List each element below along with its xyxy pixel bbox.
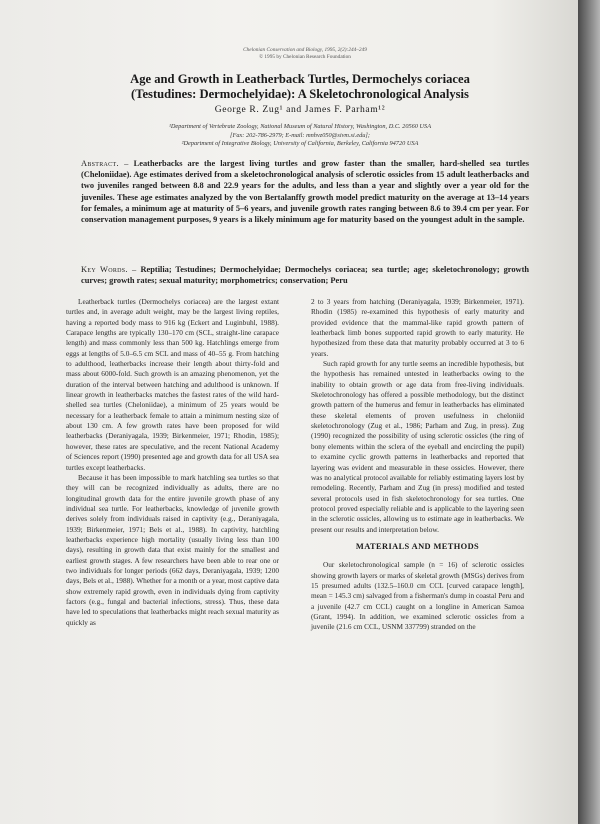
author-line: George R. Zug¹ and James F. Parham¹² — [214, 104, 386, 115]
affiliation-line: [Fax: 202-786-2979; E-mail: mnhvz050@sivm.si.edu]; — [230, 131, 370, 139]
affiliation-line: ¹Department of Vertebrate Zoology, National Museum of Natural History, Washington, D.C. 20560 USA — [168, 123, 432, 130]
body-paragraph: Leatherback turtles (Dermochelys coriacea) are the largest extant turtles and, in average adult weight, may be the largest living reptiles, having a reported body mass to 916 kg (Eckert and Luginbuhl, 1988). Carapace lengths are typically 130–170 cm (SCL, straight-line carapace length) and mass commonly less than 500 kg. Hatchlings emerge from eggs at lengths of 5.0–6.5 cm SCL and mass of 40–55 g. From hatching to adulthood, leatherbacks increase their length about thirty-fold and mass about 6000-fold. Such growth is an amazing phenomenon, yet the duration of the interval between hatching and adulthood is unknown. If linear growth in leatherbacks matches the fastest rates of the wild hard-shelled sea turtles (Cheloniidae), a minimum of 25 years would be necessary for a leatherback female to attain a minimum nesting size of about 130 cm. A few growth rates have been proposed for wild leatherbacks (Deraniyagala, 1939; Birkenmeier, 1971; Rhodin, 1985); however, these rates are speculative, and the recent National Academy of Sciences report (1990) presented age and growth data for all USA sea turtles except leatherbacks. — [66, 297, 279, 472]
keywords-label: Key Words. – — [81, 265, 137, 274]
affiliation-line: ²Department of Integrative Biology, University of California, Berkeley, California 94720 USA — [181, 140, 419, 148]
abstract — [81, 158, 529, 225]
page-binding-edge — [578, 0, 600, 824]
title-line-1: Age and Growth in Leatherback Turtles, Dermochelys coriacea — [130, 72, 470, 86]
abstract-label: Abstract. – — [81, 159, 129, 168]
journal-masthead — [160, 47, 450, 61]
affiliations — [70, 123, 530, 149]
body-column-left — [66, 297, 279, 628]
journal-citation: Chelonian Conservation and Biology, 1995, 2(2):244–249 — [243, 47, 367, 53]
keywords-text: Reptilia; Testudines; Dermochelyidae; Dermochelys coriacea; sea turtle; age; skeletochronology; growth curves; growth rates; sexual maturity; morphometrics; conservation; Peru — [81, 265, 530, 286]
body-column-right — [311, 297, 524, 633]
body-paragraph: 2 to 3 years from hatching (Deraniyagala, 1939; Birkenmeier, 1971). Rhodin (1985) re-examined this hypothesis of early maturity and provided evidence that the mammal-like rapid growth pattern of leatherback limb bones supported rapid growth to early maturity. He hypothesized from these data that maturity probably occurred at 3 to 6 years. — [311, 297, 524, 358]
article-title — [70, 72, 530, 102]
body-paragraph: Such rapid growth for any turtle seems an incredible hypothesis, but the hypothesis has remained untested in leatherbacks owing to the inability to obtain growth or age data from free-living individuals. Skeletochronology has offered a possible methodology, but the distinct growth pattern of the humerus and femur in leatherbacks has eliminated these skeletal elements of proven usefulness in cheloniid skeletochronology (Zug et al., 1986; Parham and Zug, in press). Zug (1990) recognized the possibility of using sclerotic ossicles (the ring of bony elements within the sclera of the eyeball and encircling the pupil) to examine cyclic growth patterns in leatherbacks and reported that layering was evident and measurable in these ossicles. However, there was no analytical protocol available for reliably estimating layers lost by remodeling. Recently, Parham and Zug (in press) modified and tested several protocols used in fish skeletochronology for sea turtles. One protocol proved especially reliable and is applicable to the layering seen in the sclerotic ossicles, allowing us to estimate age in leatherbacks. We present our results and interpretation below. — [311, 359, 524, 534]
title-line-2: (Testudines: Dermochelyidae): A Skeletochronological Analysis — [131, 87, 469, 101]
body-paragraph: Because it has been impossible to mark hatchling sea turtles so that they will can be recognized individually as adults, there are no longitudinal growth data for the entire juvenile growth phase of any individual sea turtle. For leatherbacks, knowledge of juvenile growth derives solely from individuals raised in captivity (e.g., Deraniyagala, 1939; Birkenmeier, 1971; Bels et al., 1988). In captivity, hatchling leatherbacks experience high mortality (usually living less than 100 days), resulting in growth data that exist mainly for the smallest and earliest growth stages. A few researchers have been able to rear one or two individuals for longer periods (662 days, Deraniyagala, 1939; 1200 days, Bels et al., 1988). Whether for a month or a year, most captive data show extremely rapid growth, even in individuals dying from captivity factors (e.g., fungal and bacterial infections, stress). Thus, these data have led to speculations that leatherbacks might reach sexual maturity as quickly as — [66, 472, 279, 627]
keywords — [81, 264, 529, 286]
copyright-line: © 1995 by Chelonian Research Foundation — [259, 54, 351, 60]
section-heading: MATERIALS AND METHODS — [355, 541, 480, 551]
abstract-text: Leatherbacks are the largest living turtles and grow faster than the smaller, hard-shelled sea turtles (Cheloniidae). Age estimates derived from a skeletochronological analysis of sclerotic ossicles from 15 adult leatherbacks and two juveniles ranged between 8.8 and 22.9 years for the adults, and less than a year and slightly over a year old for the juveniles. These age estimates analyzed by the von Bertalanffy growth model predict maturity on the average at 13–14 years for females, a minimum age at maturity of 5–6 years, and juvenile growth rates ranging between 8.6 to 39.4 cm per year. For conservation management purposes, 9 years is a likely minimum age for maturity based on the youngest adult in the sample. — [81, 159, 529, 225]
body-paragraph: Our skeletochronological sample (n = 16) of sclerotic ossicles showing growth layers or marks of skeletal growth (MSGs) derives from 15 presumed adults (132.5–160.0 cm CCL [curved carapace length], mean = 145.3 cm) salvaged from a fisherman's dump in coastal Peru and a juvenile (42.7 cm CCL) caught on a longline in American Samoa (Grant, 1994). In addition, we examined sclerotic ossicles from a juvenile (21.6 cm CCL, USNM 337799) stranded on the — [311, 560, 524, 632]
